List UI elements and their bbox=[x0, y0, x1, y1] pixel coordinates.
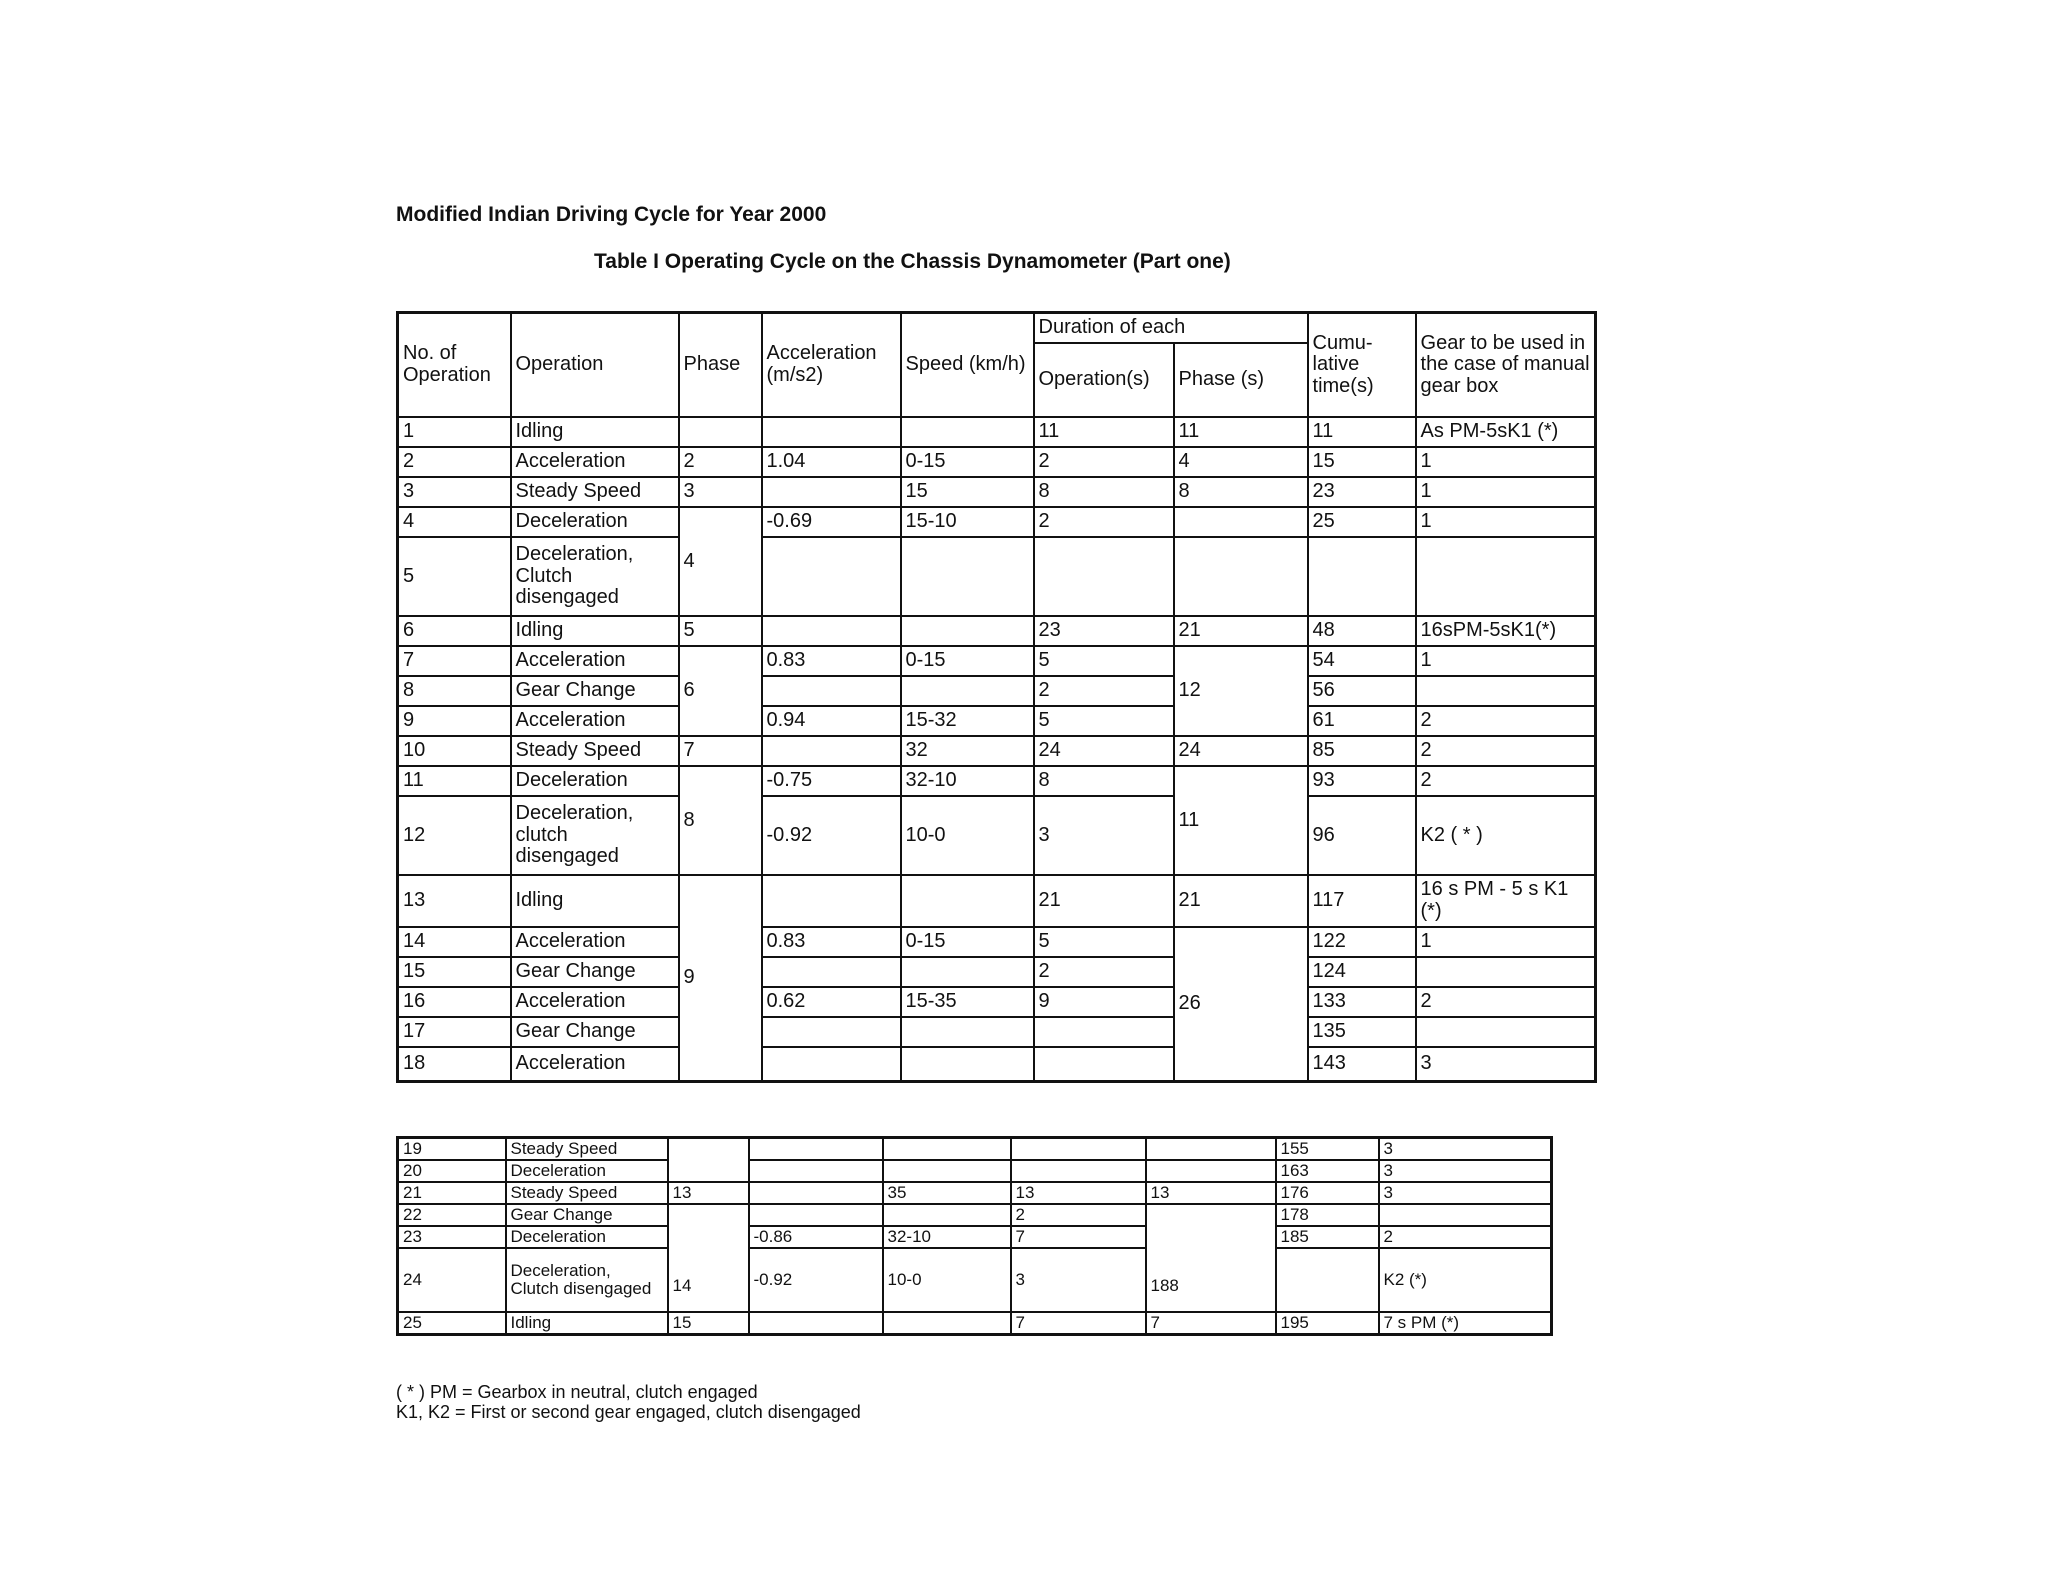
cell-duration-phase bbox=[1174, 507, 1308, 537]
cell-speed: 15-35 bbox=[901, 987, 1034, 1017]
cell-gear: As PM-5sK1 (*) bbox=[1416, 417, 1596, 447]
cell-operation: Acceleration bbox=[511, 447, 679, 477]
cell-speed: 0-15 bbox=[901, 447, 1034, 477]
header-duration-phase: Phase (s) bbox=[1174, 343, 1308, 417]
cell-no: 1 bbox=[398, 417, 511, 447]
cell-operation: Idling bbox=[511, 616, 679, 646]
table-row bbox=[398, 736, 1596, 766]
cell-speed: 10-0 bbox=[883, 1248, 1011, 1312]
cell-speed: 32-10 bbox=[901, 766, 1034, 796]
cell-cumulative: 195 bbox=[1276, 1312, 1379, 1335]
cell-no: 2 bbox=[398, 447, 511, 477]
cell-gear bbox=[1379, 1204, 1552, 1226]
cell-gear: 2 bbox=[1416, 987, 1596, 1017]
table-row bbox=[398, 537, 1596, 616]
cell-operation: Deceleration, clutch disengaged bbox=[511, 796, 679, 875]
cell-gear: 7 s PM (*) bbox=[1379, 1312, 1552, 1335]
table-row bbox=[398, 1312, 1552, 1335]
cell-operation: Deceleration bbox=[511, 766, 679, 796]
header-no-of-operation: No. of Operation bbox=[398, 313, 511, 418]
table-row bbox=[398, 1047, 1596, 1081]
header-acceleration: Acceleration (m/s2) bbox=[762, 313, 901, 418]
cell-operation: Acceleration bbox=[511, 927, 679, 957]
table-row bbox=[398, 477, 1596, 507]
cell-cumulative: 185 bbox=[1276, 1226, 1379, 1248]
cell-acceleration bbox=[762, 736, 901, 766]
cell-duration-operation: 3 bbox=[1011, 1248, 1146, 1312]
cell-no: 14 bbox=[398, 927, 511, 957]
cell-cumulative: 54 bbox=[1308, 646, 1416, 676]
cell-acceleration bbox=[762, 957, 901, 987]
cell-gear: 3 bbox=[1416, 1047, 1596, 1081]
cell-duration-phase: 12 bbox=[1174, 646, 1308, 736]
cell-cumulative: 117 bbox=[1308, 875, 1416, 927]
cell-operation: Acceleration bbox=[511, 646, 679, 676]
cell-speed bbox=[901, 1017, 1034, 1047]
cell-gear: K2 ( * ) bbox=[1416, 796, 1596, 875]
cell-cumulative: 96 bbox=[1308, 796, 1416, 875]
footnote-k1-k2: K1, K2 = First or second gear engaged, clutch disengaged bbox=[396, 1402, 861, 1422]
cell-speed: 0-15 bbox=[901, 646, 1034, 676]
cell-cumulative: 122 bbox=[1308, 927, 1416, 957]
cell-phase: 13 bbox=[668, 1182, 749, 1204]
cell-no: 11 bbox=[398, 766, 511, 796]
cell-no: 4 bbox=[398, 507, 511, 537]
cell-speed bbox=[901, 676, 1034, 706]
cell-cumulative: 23 bbox=[1308, 477, 1416, 507]
cell-operation: Gear Change bbox=[511, 676, 679, 706]
cell-acceleration: 0.62 bbox=[762, 987, 901, 1017]
header-duration-operation: Operation(s) bbox=[1034, 343, 1174, 417]
cell-duration-phase: 8 bbox=[1174, 477, 1308, 507]
cell-acceleration bbox=[749, 1204, 883, 1226]
table-row bbox=[398, 987, 1596, 1017]
cell-duration-operation: 2 bbox=[1034, 507, 1174, 537]
cell-operation: Steady Speed bbox=[511, 736, 679, 766]
cell-duration-operation: 9 bbox=[1034, 987, 1174, 1017]
cell-acceleration: -0.86 bbox=[749, 1226, 883, 1248]
table-row bbox=[398, 927, 1596, 957]
cell-acceleration bbox=[749, 1182, 883, 1204]
cell-operation: Steady Speed bbox=[506, 1182, 668, 1204]
cell-duration-operation: 8 bbox=[1034, 477, 1174, 507]
cell-duration-phase bbox=[1146, 1138, 1276, 1161]
operating-cycle-table-part2 bbox=[396, 1136, 1553, 1336]
table-row bbox=[398, 1017, 1596, 1047]
cell-gear: 3 bbox=[1379, 1138, 1552, 1161]
cell-no: 22 bbox=[398, 1204, 506, 1226]
cell-operation: Acceleration bbox=[511, 1047, 679, 1081]
cell-duration-operation: 7 bbox=[1011, 1312, 1146, 1335]
cell-operation: Deceleration, Clutch disengaged bbox=[506, 1248, 668, 1312]
cell-acceleration: -0.92 bbox=[762, 796, 901, 875]
cell-gear bbox=[1416, 1017, 1596, 1047]
cell-gear: 3 bbox=[1379, 1182, 1552, 1204]
cell-no: 13 bbox=[398, 875, 511, 927]
cell-acceleration bbox=[762, 1017, 901, 1047]
cell-acceleration bbox=[749, 1160, 883, 1182]
cell-cumulative: 25 bbox=[1308, 507, 1416, 537]
cell-duration-phase: 188 bbox=[1146, 1204, 1276, 1312]
cell-duration-operation: 8 bbox=[1034, 766, 1174, 796]
table-row bbox=[398, 875, 1596, 927]
cell-gear: 16sPM-5sK1(*) bbox=[1416, 616, 1596, 646]
cell-duration-phase: 4 bbox=[1174, 447, 1308, 477]
cell-gear: 2 bbox=[1416, 766, 1596, 796]
cell-speed: 35 bbox=[883, 1182, 1011, 1204]
cell-cumulative: 133 bbox=[1308, 987, 1416, 1017]
cell-acceleration: -0.92 bbox=[749, 1248, 883, 1312]
cell-operation: Gear Change bbox=[511, 1017, 679, 1047]
cell-operation: Deceleration bbox=[506, 1160, 668, 1182]
cell-duration-phase: 26 bbox=[1174, 927, 1308, 1081]
cell-phase: 4 bbox=[679, 507, 762, 616]
cell-cumulative: 176 bbox=[1276, 1182, 1379, 1204]
cell-acceleration: 0.83 bbox=[762, 646, 901, 676]
cell-duration-operation: 23 bbox=[1034, 616, 1174, 646]
cell-no: 5 bbox=[398, 537, 511, 616]
cell-operation: Idling bbox=[511, 875, 679, 927]
cell-gear bbox=[1416, 537, 1596, 616]
cell-no: 8 bbox=[398, 676, 511, 706]
header-duration: Duration of each bbox=[1034, 313, 1308, 344]
cell-phase: 5 bbox=[679, 616, 762, 646]
cell-speed: 15-32 bbox=[901, 706, 1034, 736]
cell-cumulative: 178 bbox=[1276, 1204, 1379, 1226]
cell-no: 16 bbox=[398, 987, 511, 1017]
cell-operation: Acceleration bbox=[511, 987, 679, 1017]
cell-acceleration bbox=[762, 676, 901, 706]
cell-acceleration bbox=[762, 537, 901, 616]
table-row bbox=[398, 417, 1596, 447]
cell-phase: 14 bbox=[668, 1204, 749, 1312]
cell-cumulative: 15 bbox=[1308, 447, 1416, 477]
table-row bbox=[398, 1204, 1552, 1226]
cell-speed: 10-0 bbox=[901, 796, 1034, 875]
cell-speed bbox=[901, 616, 1034, 646]
cell-speed bbox=[883, 1204, 1011, 1226]
cell-no: 17 bbox=[398, 1017, 511, 1047]
cell-cumulative: 163 bbox=[1276, 1160, 1379, 1182]
cell-operation: Gear Change bbox=[506, 1204, 668, 1226]
cell-speed bbox=[901, 537, 1034, 616]
cell-duration-phase: 21 bbox=[1174, 616, 1308, 646]
footnotes bbox=[396, 1382, 861, 1422]
table-row bbox=[398, 1182, 1552, 1204]
footnote-pm: ( * ) PM = Gearbox in neutral, clutch engaged bbox=[396, 1382, 758, 1402]
cell-phase: 3 bbox=[679, 477, 762, 507]
table-row bbox=[398, 766, 1596, 796]
cell-speed: 15-10 bbox=[901, 507, 1034, 537]
cell-acceleration bbox=[762, 616, 901, 646]
cell-acceleration bbox=[762, 417, 901, 447]
cell-acceleration bbox=[762, 1047, 901, 1081]
cell-duration-operation bbox=[1011, 1138, 1146, 1161]
cell-operation: Deceleration bbox=[511, 507, 679, 537]
cell-cumulative: 93 bbox=[1308, 766, 1416, 796]
cell-no: 12 bbox=[398, 796, 511, 875]
table-row bbox=[398, 1160, 1552, 1182]
cell-duration-phase: 11 bbox=[1174, 417, 1308, 447]
cell-cumulative: 11 bbox=[1308, 417, 1416, 447]
cell-acceleration bbox=[762, 477, 901, 507]
cell-acceleration: -0.75 bbox=[762, 766, 901, 796]
cell-no: 9 bbox=[398, 706, 511, 736]
cell-gear: K2 (*) bbox=[1379, 1248, 1552, 1312]
header-operation: Operation bbox=[511, 313, 679, 418]
cell-speed bbox=[901, 957, 1034, 987]
cell-speed bbox=[901, 1047, 1034, 1081]
cell-no: 6 bbox=[398, 616, 511, 646]
cell-speed: 15 bbox=[901, 477, 1034, 507]
table-row bbox=[398, 706, 1596, 736]
cell-phase bbox=[679, 417, 762, 447]
cell-gear bbox=[1416, 957, 1596, 987]
table-row bbox=[398, 447, 1596, 477]
cell-gear: 1 bbox=[1416, 646, 1596, 676]
table-row bbox=[398, 616, 1596, 646]
cell-phase: 8 bbox=[679, 766, 762, 875]
cell-operation: Gear Change bbox=[511, 957, 679, 987]
cell-cumulative: 48 bbox=[1308, 616, 1416, 646]
cell-duration-operation: 13 bbox=[1011, 1182, 1146, 1204]
cell-no: 7 bbox=[398, 646, 511, 676]
cell-operation: Steady Speed bbox=[506, 1138, 668, 1161]
table-row bbox=[398, 1138, 1552, 1161]
cell-duration-operation bbox=[1011, 1160, 1146, 1182]
cell-cumulative: 143 bbox=[1308, 1047, 1416, 1081]
cell-duration-phase: 11 bbox=[1174, 766, 1308, 875]
cell-speed bbox=[901, 875, 1034, 927]
cell-duration-operation: 2 bbox=[1011, 1204, 1146, 1226]
table-row bbox=[398, 646, 1596, 676]
cell-speed bbox=[883, 1138, 1011, 1161]
cell-gear: 1 bbox=[1416, 477, 1596, 507]
cell-no: 24 bbox=[398, 1248, 506, 1312]
cell-duration-operation: 2 bbox=[1034, 447, 1174, 477]
cell-acceleration bbox=[749, 1312, 883, 1335]
cell-cumulative: 85 bbox=[1308, 736, 1416, 766]
cell-duration-operation bbox=[1034, 1047, 1174, 1081]
cell-duration-phase bbox=[1174, 537, 1308, 616]
cell-phase: 2 bbox=[679, 447, 762, 477]
cell-operation: Acceleration bbox=[511, 706, 679, 736]
header-speed: Speed (km/h) bbox=[901, 313, 1034, 418]
cell-no: 20 bbox=[398, 1160, 506, 1182]
cell-operation: Idling bbox=[506, 1312, 668, 1335]
cell-acceleration bbox=[762, 875, 901, 927]
header-phase: Phase bbox=[679, 313, 762, 418]
cell-duration-operation: 2 bbox=[1034, 676, 1174, 706]
cell-gear: 16 s PM - 5 s K1 (*) bbox=[1416, 875, 1596, 927]
cell-duration-operation: 7 bbox=[1011, 1226, 1146, 1248]
cell-gear: 2 bbox=[1379, 1226, 1552, 1248]
cell-no: 10 bbox=[398, 736, 511, 766]
document-title: Modified Indian Driving Cycle for Year 2000 bbox=[396, 203, 827, 226]
cell-duration-operation: 21 bbox=[1034, 875, 1174, 927]
cell-operation: Steady Speed bbox=[511, 477, 679, 507]
cell-duration-phase: 21 bbox=[1174, 875, 1308, 927]
cell-no: 18 bbox=[398, 1047, 511, 1081]
cell-gear: 2 bbox=[1416, 706, 1596, 736]
cell-duration-operation bbox=[1034, 1017, 1174, 1047]
cell-duration-operation: 5 bbox=[1034, 706, 1174, 736]
cell-speed bbox=[901, 417, 1034, 447]
cell-acceleration bbox=[749, 1138, 883, 1161]
cell-phase: 15 bbox=[668, 1312, 749, 1335]
cell-duration-operation: 11 bbox=[1034, 417, 1174, 447]
cell-speed: 32-10 bbox=[883, 1226, 1011, 1248]
cell-gear: 1 bbox=[1416, 447, 1596, 477]
cell-duration-operation: 3 bbox=[1034, 796, 1174, 875]
header-gear: Gear to be used in the case of manual gear box bbox=[1416, 313, 1596, 418]
cell-gear: 1 bbox=[1416, 507, 1596, 537]
table-row bbox=[398, 957, 1596, 987]
cell-duration-phase: 7 bbox=[1146, 1312, 1276, 1335]
cell-speed bbox=[883, 1160, 1011, 1182]
cell-no: 21 bbox=[398, 1182, 506, 1204]
cell-no: 23 bbox=[398, 1226, 506, 1248]
cell-duration-phase bbox=[1146, 1160, 1276, 1182]
cell-phase: 7 bbox=[679, 736, 762, 766]
cell-duration-operation: 5 bbox=[1034, 927, 1174, 957]
table-row bbox=[398, 1226, 1552, 1248]
cell-duration-operation bbox=[1034, 537, 1174, 616]
cell-no: 25 bbox=[398, 1312, 506, 1335]
cell-cumulative: 135 bbox=[1308, 1017, 1416, 1047]
table-row bbox=[398, 1248, 1552, 1312]
table-row bbox=[398, 676, 1596, 706]
cell-acceleration: 0.83 bbox=[762, 927, 901, 957]
table-caption: Table I Operating Cycle on the Chassis Dynamometer (Part one) bbox=[594, 250, 1231, 273]
cell-operation: Deceleration, Clutch disengaged bbox=[511, 537, 679, 616]
cell-phase bbox=[668, 1138, 749, 1183]
cell-acceleration: 1.04 bbox=[762, 447, 901, 477]
operating-cycle-table-part1 bbox=[396, 311, 1597, 1083]
cell-speed: 32 bbox=[901, 736, 1034, 766]
cell-acceleration: 0.94 bbox=[762, 706, 901, 736]
cell-gear: 3 bbox=[1379, 1160, 1552, 1182]
cell-operation: Deceleration bbox=[506, 1226, 668, 1248]
cell-cumulative bbox=[1276, 1248, 1379, 1312]
cell-duration-operation: 2 bbox=[1034, 957, 1174, 987]
cell-cumulative bbox=[1308, 537, 1416, 616]
cell-no: 15 bbox=[398, 957, 511, 987]
header-cumulative-time: Cumu- lative time(s) bbox=[1308, 313, 1416, 418]
table-row bbox=[398, 507, 1596, 537]
cell-duration-operation: 24 bbox=[1034, 736, 1174, 766]
cell-cumulative: 61 bbox=[1308, 706, 1416, 736]
cell-speed: 0-15 bbox=[901, 927, 1034, 957]
cell-duration-operation: 5 bbox=[1034, 646, 1174, 676]
cell-no: 3 bbox=[398, 477, 511, 507]
table-row bbox=[398, 796, 1596, 875]
cell-speed bbox=[883, 1312, 1011, 1335]
cell-phase: 9 bbox=[679, 875, 762, 1081]
cell-cumulative: 155 bbox=[1276, 1138, 1379, 1161]
cell-operation: Idling bbox=[511, 417, 679, 447]
cell-duration-phase: 13 bbox=[1146, 1182, 1276, 1204]
cell-gear: 2 bbox=[1416, 736, 1596, 766]
cell-gear bbox=[1416, 676, 1596, 706]
cell-gear: 1 bbox=[1416, 927, 1596, 957]
cell-phase: 6 bbox=[679, 646, 762, 736]
cell-no: 19 bbox=[398, 1138, 506, 1161]
cell-acceleration: -0.69 bbox=[762, 507, 901, 537]
cell-duration-phase: 24 bbox=[1174, 736, 1308, 766]
cell-cumulative: 56 bbox=[1308, 676, 1416, 706]
cell-cumulative: 124 bbox=[1308, 957, 1416, 987]
